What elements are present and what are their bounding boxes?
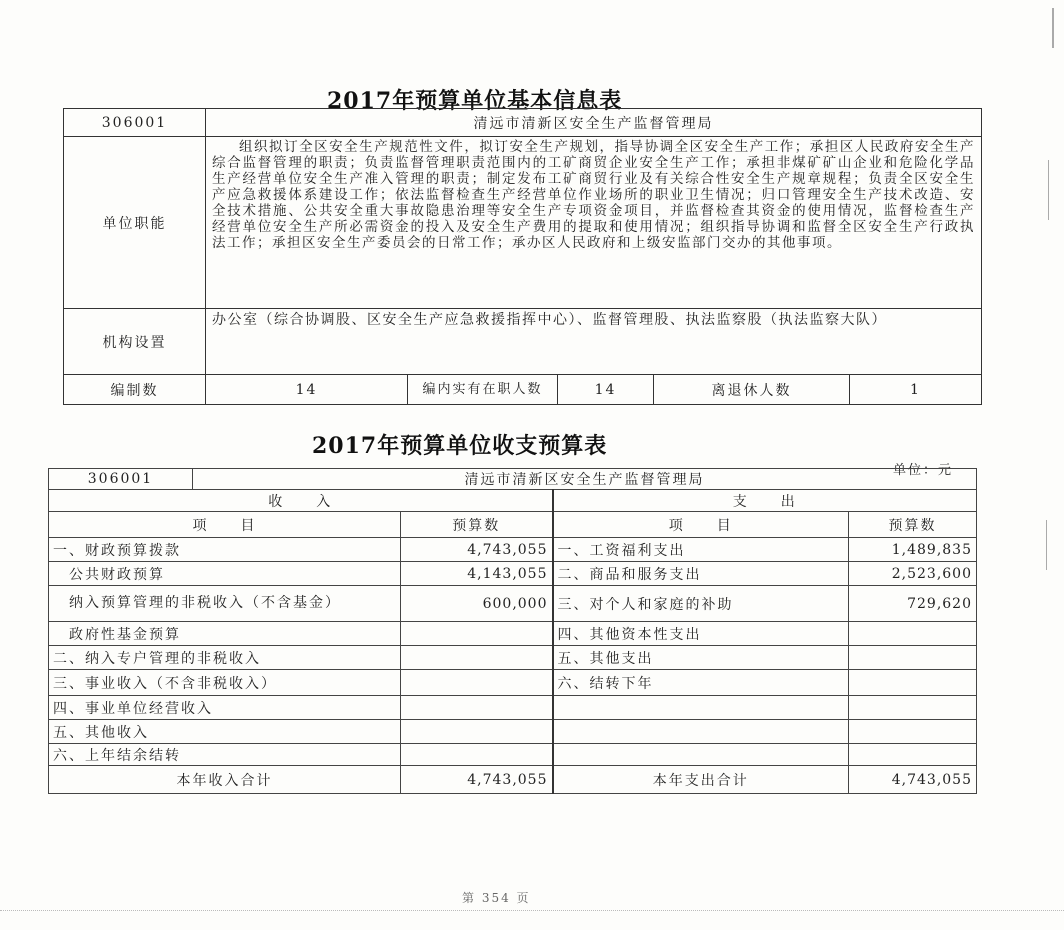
income-item: 四、事业单位经营收入 [49,696,401,720]
expense-amount [849,670,977,696]
table-row [49,538,977,562]
duty-label: 单位职能 [64,137,206,309]
income-amount [401,646,553,670]
unit-name: 清远市清新区安全生产监督管理局 [206,109,982,137]
budget-unit-name: 清远市清新区安全生产监督管理局 [193,469,977,490]
expense-item: 二、商品和服务支出 [553,562,849,586]
budget-table [48,468,977,794]
table-row [49,696,977,720]
expense-amount [849,696,977,720]
income-amount: 600,000 [401,586,553,622]
expense-item [553,696,849,720]
actual-staff-label: 编内实有在职人数 [408,375,558,405]
income-amount: 4,743,055 [401,538,553,562]
table-row [49,720,977,744]
expense-item: 一、工资福利支出 [553,538,849,562]
income-total-label: 本年收入合计 [49,766,401,794]
income-item: 三、事业收入（不含非税收入） [49,670,401,696]
table-row [49,646,977,670]
scan-edge-line [0,910,1064,912]
org-label: 机构设置 [64,309,206,375]
table-row [49,622,977,646]
income-amount [401,622,553,646]
expense-header: 支 出 [553,490,977,512]
expense-item [553,744,849,766]
expense-total-value: 4,743,055 [849,766,977,794]
retired-label: 离退休人数 [654,375,850,405]
expense-item: 五、其他支出 [553,646,849,670]
income-amount-header: 预算数 [401,512,553,538]
expense-item-header: 项 目 [553,512,849,538]
income-item: 一、财政预算拨款 [49,538,401,562]
income-item-header: 项 目 [49,512,401,538]
expense-item: 六、结转下年 [553,670,849,696]
unit-code: 306001 [64,109,206,137]
expense-amount: 1,489,835 [849,538,977,562]
expense-amount: 2,523,600 [849,562,977,586]
expense-amount [849,720,977,744]
unit-label: 单位：元 [893,463,954,478]
table-row [49,562,977,586]
info-table-title: 2017年预算单位基本信息表 [327,88,623,114]
income-total-value: 4,743,055 [401,766,553,794]
income-item: 政府性基金预算 [49,622,401,646]
expense-amount [849,622,977,646]
duty-text: 组织拟订全区安全生产规范性文件，拟订安全生产规划，指导协调全区安全生产工作；承担区人民政府安全生产综合监督管理的职责；负责监督管理职责范围内的工矿商贸企业安全生产工作；承担非煤矿矿山企业和危险化学品生产经营单位安全生产准入管理的职责；制定发布工矿商贸行业及有关综合性安全生产规章规程；负责全区安全生产应急救援体系建设工作；依法监督检查生产经营单位作业场所的职业卫生情况；归口管理安全生产技术改造、安全技术措施、公共安全重大事故隐患治理等安全生产专项资金项目，并监督检查其资金的使用情况，监督检查生产经营单位安全生产所必需资金的投入及安全生产费用的提取和使用情况；组织指导协调和监督全区安全生产行政执法工作；承担区安全生产委员会的日常工作；承办区人民政府和上级安监部门交办的其他事项。 [206,137,982,309]
expense-amount: 729,620 [849,586,977,622]
expense-amount [849,744,977,766]
expense-item [553,720,849,744]
income-header: 收 入 [49,490,553,512]
income-amount: 4,143,055 [401,562,553,586]
expense-total-label: 本年支出合计 [553,766,849,794]
expense-item: 四、其他资本性支出 [553,622,849,646]
income-item: 公共财政预算 [49,562,401,586]
expense-amount-header: 预算数 [849,512,977,538]
income-amount [401,744,553,766]
income-item: 二、纳入专户管理的非税收入 [49,646,401,670]
budget-table-title: 2017年预算单位收支预算表 [312,433,608,459]
income-amount [401,720,553,744]
table-row [49,670,977,696]
expense-amount [849,646,977,670]
income-item: 五、其他收入 [49,720,401,744]
staff-quota-value: 14 [206,375,408,405]
budget-unit-code: 306001 [49,469,193,490]
income-item: 纳入预算管理的非税收入（不含基金） [49,586,401,622]
org-text: 办公室（综合协调股、区安全生产应急救援指挥中心）、监督管理股、执法监察股（执法监察大队） [206,309,982,375]
retired-value: 1 [850,375,982,405]
staff-quota-label: 编制数 [64,375,206,405]
basic-info-table [63,108,982,405]
income-item: 六、上年结余结转 [49,744,401,766]
page-footer: 第 354 页 [462,891,531,905]
income-amount [401,670,553,696]
income-amount [401,696,553,720]
table-row [49,586,977,622]
table-row [49,744,977,766]
actual-staff-value: 14 [558,375,654,405]
expense-item: 三、对个人和家庭的补助 [553,586,849,622]
